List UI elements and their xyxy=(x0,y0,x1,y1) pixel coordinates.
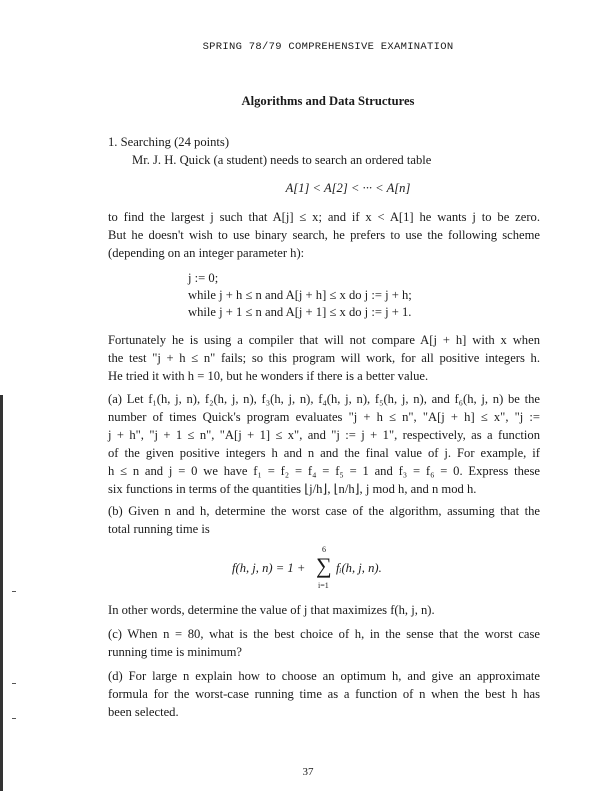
code-line: while j + h ≤ n and A[j + h] ≤ x do j := j + h; xyxy=(188,288,412,302)
part-a-line: (a) Let f₁(h, j, n), f₂(h, j, n), f₃(h, j, n), f₄(h, j, n), f₅(h, j, n), and f₆(h, j, n) be the xyxy=(108,392,540,406)
part-d-line: (d) For large n explain how to choose an optimum h, and give an approximate xyxy=(108,669,540,683)
part-a-line: j + h", "j + 1 ≤ n", "A[j + 1] ≤ x", and "j := j + 1", respectively, as a function xyxy=(108,428,540,442)
problem-heading: 1. Searching (24 points) xyxy=(108,135,230,149)
sum-sigma: ∑ xyxy=(316,553,332,578)
code-line: while j + 1 ≤ n and A[j + 1] ≤ x do j := j + 1. xyxy=(188,305,412,319)
margin-mark xyxy=(12,591,16,592)
paragraph-line: to find the largest j such that A[j] ≤ x; and if x < A[1] he wants j to be zero. xyxy=(108,210,540,224)
part-c-line: running time is minimum? xyxy=(108,645,242,659)
section-title: Algorithms and Data Structures xyxy=(241,94,415,108)
table-formula: A[1] < A[2] < ··· < A[n] xyxy=(285,181,411,195)
part-a-line: h ≤ n and j = 0 we have f₁ = f₂ = f₄ = f₅ = 1 and f₃ = f₆ = 0. Express these xyxy=(108,464,540,478)
paragraph-line: the test "j + h ≤ n" fails; so this program will work, for all positive integers h. xyxy=(108,351,540,365)
code-line: j := 0; xyxy=(188,271,219,285)
part-a-line: six functions in terms of the quantities ⌊j/h⌋, ⌊n/h⌋, j mod h, and n mod h. xyxy=(108,482,477,496)
paragraph-line: But he doesn't wish to use binary search, he prefers to use the following scheme xyxy=(108,228,540,242)
part-a-line: number of times Quick's program evaluates "j + h ≤ n", "A[j + h] ≤ x", "j := xyxy=(108,410,540,424)
page-number: 37 xyxy=(302,766,314,778)
formula-lhs: f(h, j, n) = 1 + xyxy=(232,561,306,575)
part-b-end: In other words, determine the value of j that maximizes f(h, j, n). xyxy=(108,603,435,617)
part-c-line: (c) When n = 80, what is the best choice of h, in the sense that the worst case xyxy=(108,627,540,641)
page-header: SPRING 78/79 COMPREHENSIVE EXAMINATION xyxy=(202,41,454,53)
intro-text: Mr. J. H. Quick (a student) needs to search an ordered table xyxy=(132,153,432,167)
part-d-line: been selected. xyxy=(108,705,179,719)
margin-mark xyxy=(12,718,16,719)
scan-edge xyxy=(0,395,3,791)
margin-mark xyxy=(12,683,16,684)
part-d-line: formula for the worst-case running time as a function of n when the best h has xyxy=(108,687,540,701)
sum-upper: 6 xyxy=(322,545,326,554)
formula-rhs: fᵢ(h, j, n). xyxy=(336,561,382,575)
part-b-line: (b) Given n and h, determine the worst case of the algorithm, assuming that the xyxy=(108,504,540,518)
paragraph-line: He tried it with h = 10, but he wonders if there is a better value. xyxy=(108,369,429,383)
part-b-line: total running time is xyxy=(108,522,210,536)
sum-lower: i=1 xyxy=(318,581,329,590)
part-a-line: of the given positive integers h and n and the final value of j. For example, if xyxy=(108,446,540,460)
paragraph-line: (depending on an integer parameter h): xyxy=(108,246,305,260)
paragraph-line: Fortunately he is using a compiler that will not compare A[j + h] with x when xyxy=(108,333,540,347)
